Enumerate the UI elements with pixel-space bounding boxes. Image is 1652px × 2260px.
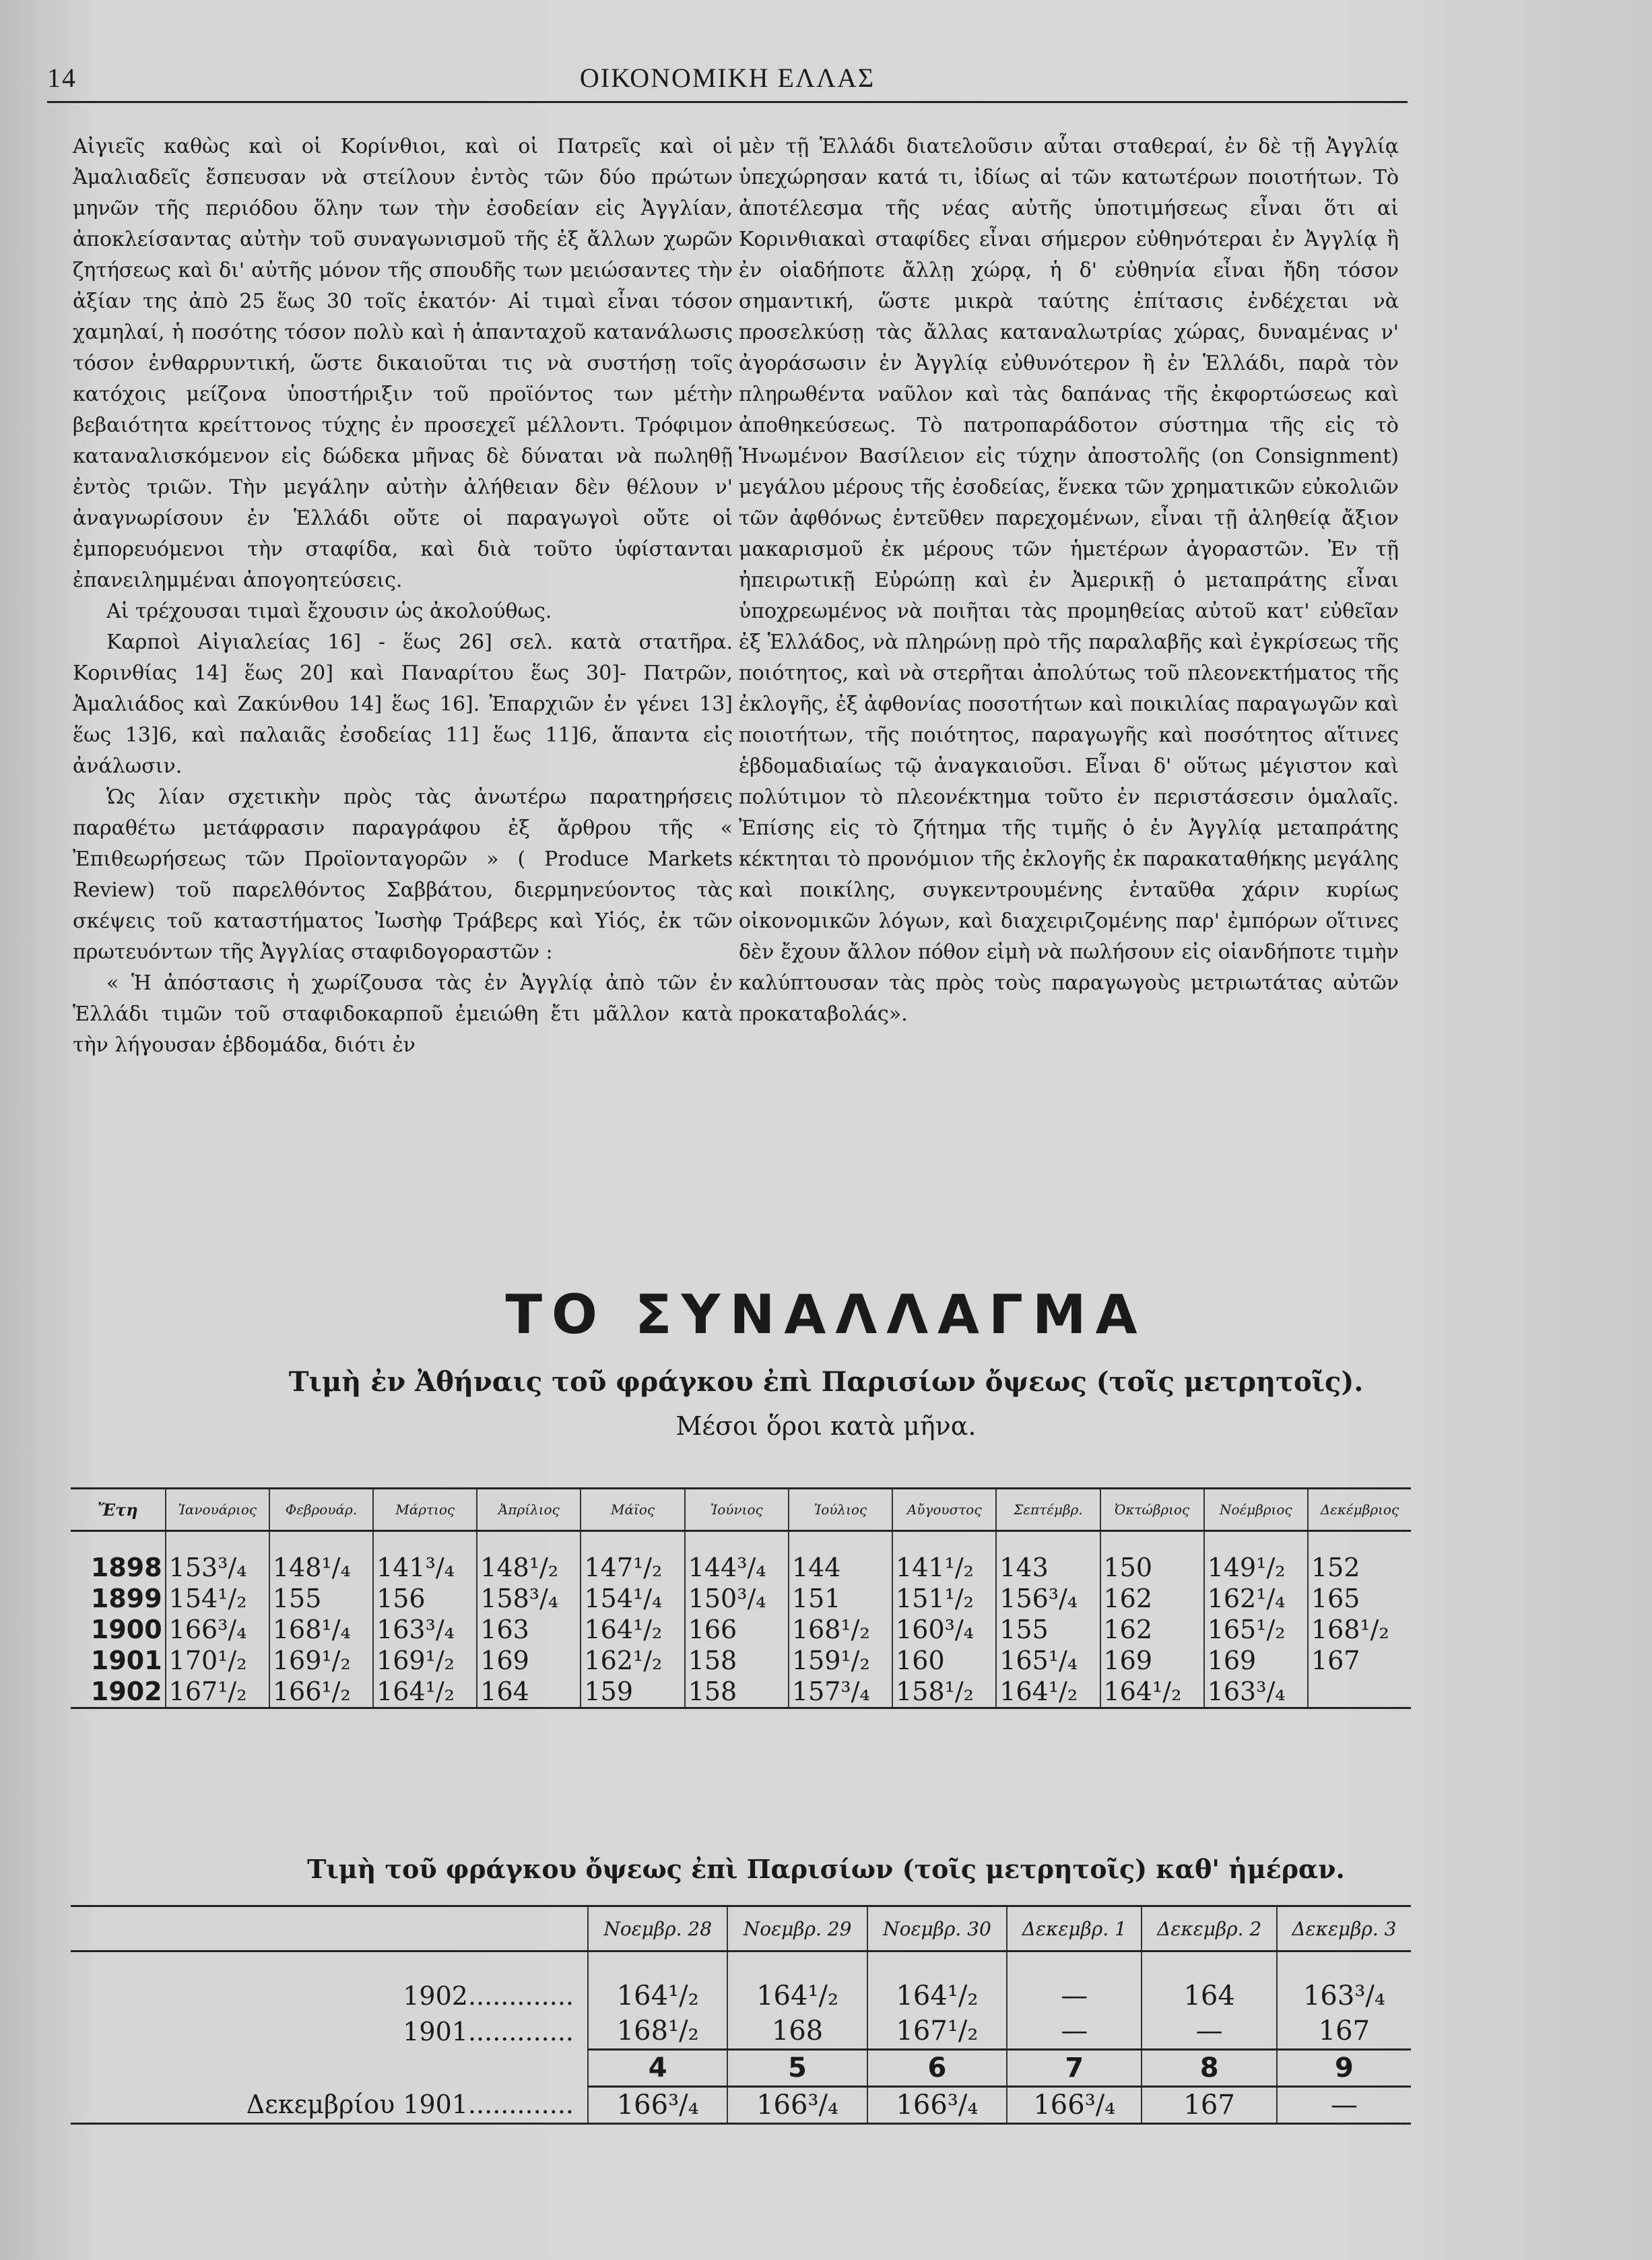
paragraph: μὲν τῇ Ἑλλάδι διατελοῦσιν αὗται σταθεραί, ἐν δὲ τῇ Ἀγγλίᾳ ὑπεχώρησαν κατά τι, ἰδίως αἱ τῶν κατωτέρων ποιοτήτων. Τὸ ἀποτέλεσμα τῆς νέας αὐτῆς ὑποτιμήσεως εἶναι ὅτι αἱ Κορινθιακαὶ σταφίδες εἶναι σήμερον εὐθηνότεραι ἐν Ἀγγλίᾳ ἢ ἐν οἱαδήποτε ἄλλῃ χώρᾳ, ἡ δ' εὐθηνία εἶναι ἤδη τόσον σημαντική, ὥστε μικρὰ ταύτης ἐπίτασις ἐνδέχεται νὰ προσελκύσῃ τὰς ἄλλας καταναλωτρίας χώρας, δυναμένας ν' ἀγοράσωσιν ἐν Ἀγγλίᾳ εὐθυνότερον ἢ ἐν Ἑλλάδι, παρὰ τὸν πληρωθέντα ναῦλον καὶ τὰς δαπάνας τῆς ἐκφορτώσεως καὶ ἀποθηκεύσεως. Τὸ πατροπαράδοτον σύστημα τῆς εἰς τὸ Ἡνωμένον Βασίλειον εἰς τύχην ἀποστολῆς (on Consignment) μεγάλου μέρους τῆς ἐσοδείας, ἕνεκα τῶν χρηματικῶν εὐκολιῶν τῶν ἀφθόνως ἐντεῦθεν παρεχομένων, εἶναι τῇ ἀληθείᾳ ἄξιον μακαρισμοῦ ἐκ μέρους τῶν ἡμετέρων ἀγοραστῶν. Ἐν τῇ ἠπειρωτικῇ Εὐρώπῃ καὶ ἐν Ἀμερικῇ ὁ μεταπράτης εἶναι ὑποχρεωμένος νὰ ποιῆται τὰς προμηθείας αὐτοῦ κατ' εὐθεῖαν ἐξ Ἑλλάδος, νὰ πληρώνῃ πρὸ τῆς παραλαβῆς καὶ ἐγκρίσεως τῆς ποιότητος, καὶ νὰ στερῆται ἀπολύτως τοῦ πλεονεκτήματος τῆς ἐκλογῆς, ἐξ ἀφθονίας ποσοτήτων καὶ ποικιλίας παραγωγῶν καὶ ποιοτήτων, τῆς ποιότητος, παραγωγῆς καὶ ποσότητος αἵτινες ἑβδομαδιαίως τῷ ἀναγκαιοῦσι. Εἶναι δ' οὕτως μέγιστον καὶ πολύτιμον τὸ πλεονέκτημα τοῦτο ἐν περιστάσεσιν ὁμαλαῖς. Ἐπίσης εἰς τὸ ζήτημα τῆς τιμῆς ὁ ἐν Ἀγγλίᾳ μεταπράτης κέκτηται τὸ προνόμιον τῆς ἐκλογῆς ἐκ παρακαταθήκης μεγάλης καὶ ποικίλης, συγκεντρουμένης ἐνταῦθα χάριν κυρίως οἰκονομικῶν λόγων, καὶ διαχειριζομένης παρ' ἐμπόρων οἵτινες δὲν ἔχουν ἄλλον πόθον εἰμὴ νὰ πωλήσουν εἰς οἱανδήποτε τιμὴν καλύπτουσαν τὰς πρὸς τοὺς παραγωγοὺς μετριωτάτας αὐτῶν προκαταβολάς». bbox=[739, 135, 1399, 1026]
table-cell: 151 bbox=[789, 1583, 892, 1614]
table-cell: 166¹/₂ bbox=[269, 1676, 373, 1708]
table-cell: — bbox=[1007, 2013, 1142, 2050]
col-header: Νοεμβρ. 30 bbox=[867, 1906, 1007, 1951]
table-cell: 164 bbox=[1142, 1951, 1276, 2014]
table-cell: 163³/₄ bbox=[1204, 1676, 1308, 1708]
table-cell: 141¹/₂ bbox=[892, 1552, 996, 1583]
table-cell: 155 bbox=[996, 1614, 1100, 1645]
journal-title: ΟΙΚΟΝΟΜΙΚΗ ΕΛΛΑΣ bbox=[579, 63, 875, 93]
col-header: Αὔγουστος bbox=[892, 1489, 996, 1531]
table-cell: 157³/₄ bbox=[789, 1676, 892, 1708]
table-row bbox=[71, 2013, 1411, 2050]
col-header: Ἰανουάριος bbox=[166, 1489, 269, 1531]
table-cell: 166³/₄ bbox=[588, 2087, 727, 2124]
table-cell: 141³/₄ bbox=[373, 1552, 477, 1583]
table-cell: 160 bbox=[892, 1645, 996, 1676]
table-cell: 158 bbox=[685, 1645, 789, 1676]
table-cell: 143 bbox=[996, 1552, 1100, 1583]
table-cell: 154¹/₂ bbox=[166, 1583, 269, 1614]
table-cell bbox=[1308, 1676, 1411, 1708]
table-cell: 167 bbox=[1277, 2013, 1411, 2050]
table-cell: 168¹/₄ bbox=[269, 1614, 373, 1645]
table-cell: 162 bbox=[1100, 1583, 1204, 1614]
paragraph: Αἰγιεῖς καθὼς καὶ οἱ Κορίνθιοι, καὶ οἱ Πατρεῖς καὶ οἱ Ἀμαλιαδεῖς ἔσπευσαν νὰ στείλουν ἐντὸς τῶν δύο πρώτων μηνῶν τῆς περιόδου ὅλην των τὴν ἐσοδείαν εἰς Ἀγγλίαν, ἀποκλείσαντας αὐτὴν τοῦ συναγωνισμοῦ τῆς ἐξ ἄλλων χωρῶν ζητήσεως καὶ δι' αὐτῆς μόνον τῆς σπουδῆς των μειώσαντες τὴν ἀξίαν της ἀπὸ 25 ἕως 30 τοῖς ἑκατόν· Αἱ τιμαὶ εἶναι τόσον χαμηλαί, ἡ ποσότης τόσον πολὺ καὶ ἡ ἁπανταχοῦ κατανάλωσις τόσον ἐνθαρρυντική, ὥστε δικαιοῦται τις νὰ συστήσῃ τοῖς κατόχοις μείζονα ὑποστήριξιν τοῦ προϊόντος των μέτὴν βεβαιότητα κρείττονος τύχης ἐν προσεχεῖ μέλλοντι. Τρόφιμον καταναλισκόμενον εἰς δώδεκα μῆνας δὲ δύναται νὰ πωληθῇ ἐντὸς τριῶν. Τὴν μεγάλην αὐτὴν ἀλήθειαν δὲν θέλουν ν' ἀναγνωρίσουν ἐν Ἑλλάδι οὔτε οἱ παραγωγοὶ οὔτε οἱ ἐμπορευόμενοι τὴν σταφίδα, καὶ διὰ τοῦτο ὑφίστανται ἐπανειλημμέναι ἀπογοητεύσεις. bbox=[73, 135, 733, 592]
table-header-row bbox=[71, 1906, 1411, 1951]
table-header-row bbox=[71, 1489, 1411, 1531]
table-cell: 165¹/₂ bbox=[1204, 1614, 1308, 1645]
monthly-rates-table bbox=[71, 1487, 1411, 1709]
col-header: Ἀπρίλιος bbox=[477, 1489, 581, 1531]
table-cell: 166³/₄ bbox=[166, 1614, 269, 1645]
paragraph: Ὡς λίαν σχετικὴν πρὸς τὰς ἀνωτέρω παρατηρήσεις παραθέτω μετάφρασιν παραγράφου ἐξ ἄρθρου τῆς « Ἐπιθεωρήσεως τῶν Προϊονταγορῶν » ( Produce Markets Review) τοῦ παρελθόντος Σαββάτου, διερμηνεύοντος τὰς σκέψεις τοῦ καταστήματος Ἰωσὴφ Τράβερς καὶ Υἱός, ἐκ τῶν πρωτευόντων τῆς Ἀγγλίας σταφιδογοραστῶν : bbox=[73, 785, 733, 964]
table-cell: 168¹/₂ bbox=[789, 1614, 892, 1645]
table-cell: 160³/₄ bbox=[892, 1614, 996, 1645]
table-cell: 166 bbox=[685, 1614, 789, 1645]
daily-rates-title: Τιμὴ τοῦ φράγκου ὄψεως ἐπὶ Παρισίων (τοῖς μετρητοῖς) καθ' ἡμέραν. bbox=[307, 1854, 1345, 1884]
day-number: 8 bbox=[1142, 2050, 1276, 2087]
table-cell: 148¹/₂ bbox=[477, 1552, 581, 1583]
table-row bbox=[71, 1645, 1411, 1676]
col-header: Φεβρουάρ. bbox=[269, 1489, 373, 1531]
table-cell: 152 bbox=[1308, 1552, 1411, 1583]
table-row bbox=[71, 1614, 1411, 1645]
col-header: Ἰούνιος bbox=[685, 1489, 789, 1531]
table-cell: 168 bbox=[727, 2013, 867, 2050]
table-cell: 169¹/₂ bbox=[373, 1645, 477, 1676]
table-cell: 164¹/₂ bbox=[996, 1676, 1100, 1708]
table-cell: 159¹/₂ bbox=[789, 1645, 892, 1676]
table-cell: 156 bbox=[373, 1583, 477, 1614]
section-subtitle: Τιμὴ ἐν Ἀθήναις τοῦ φράγκου ἐπὶ Παρισίων ὄψεως (τοῖς μετρητοῖς). bbox=[288, 1366, 1364, 1398]
day-number: 4 bbox=[588, 2050, 727, 2087]
table-cell: 150 bbox=[1100, 1552, 1204, 1583]
table-cell: 170¹/₂ bbox=[166, 1645, 269, 1676]
table-cell: 144 bbox=[789, 1552, 892, 1583]
table-cell: 164 bbox=[477, 1676, 581, 1708]
page-header bbox=[47, 55, 1408, 96]
year-cell: 1900 bbox=[90, 1615, 162, 1644]
table-cell: — bbox=[1007, 1951, 1142, 2014]
year-cell: 1898 bbox=[90, 1553, 162, 1582]
year-cell: 1902 bbox=[71, 1676, 166, 1708]
table-cell: — bbox=[1142, 2013, 1276, 2050]
table-cell: 162¹/₂ bbox=[581, 1645, 684, 1676]
col-header: Ὀκτώβριος bbox=[1100, 1489, 1204, 1531]
row-label: Δεκεμβρίου 1901............. bbox=[71, 2087, 588, 2124]
col-header: Μάρτιος bbox=[373, 1489, 477, 1531]
table-cell: 149¹/₂ bbox=[1204, 1552, 1308, 1583]
day-number: 7 bbox=[1007, 2050, 1142, 2087]
col-header: Σεπτέμβρ. bbox=[996, 1489, 1100, 1531]
header-rule bbox=[47, 101, 1408, 103]
table-cell: 158¹/₂ bbox=[892, 1676, 996, 1708]
col-header: Δεκέμβριος bbox=[1308, 1489, 1411, 1531]
table-cell: 164¹/₂ bbox=[867, 1951, 1007, 2014]
row-label bbox=[71, 2050, 588, 2087]
year-cell: 1899 bbox=[90, 1584, 162, 1613]
table-cell: 167 bbox=[1308, 1645, 1411, 1676]
table-cell: 167¹/₂ bbox=[166, 1676, 269, 1708]
day-number: 5 bbox=[727, 2050, 867, 2087]
table-cell: 162 bbox=[1100, 1614, 1204, 1645]
table-cell: 148¹/₄ bbox=[269, 1552, 373, 1583]
col-header: Νοέμβριος bbox=[1204, 1489, 1308, 1531]
table-cell: 150³/₄ bbox=[685, 1583, 789, 1614]
table-cell: 167¹/₂ bbox=[867, 2013, 1007, 2050]
table-cell: 166³/₄ bbox=[727, 2087, 867, 2124]
table-row bbox=[71, 1676, 1411, 1708]
table-cell: 162¹/₄ bbox=[1204, 1583, 1308, 1614]
table-cell: 165 bbox=[1308, 1583, 1411, 1614]
section-subtitle-2: Μέσοι ὅροι κατὰ μῆνα. bbox=[675, 1411, 977, 1441]
table-cell: 147¹/₂ bbox=[581, 1552, 684, 1583]
table-cell: 164¹/₂ bbox=[1100, 1676, 1204, 1708]
table-cell: 163³/₄ bbox=[1277, 1951, 1411, 2014]
table-row bbox=[71, 1552, 1411, 1583]
table-cell: 169 bbox=[477, 1645, 581, 1676]
table-cell: 155 bbox=[269, 1583, 373, 1614]
paragraph: Αἱ τρέχουσαι τιμαὶ ἔχουσιν ὡς ἀκολούθως. bbox=[106, 600, 552, 623]
table-cell: 158 bbox=[685, 1676, 789, 1708]
table-cell: 167 bbox=[1142, 2087, 1276, 2124]
page-number: 14 bbox=[47, 63, 77, 93]
col-header: Ἰούλιος bbox=[789, 1489, 892, 1531]
col-header: Ἔτη bbox=[71, 1489, 166, 1531]
daily-rates-table bbox=[71, 1905, 1411, 2125]
row-label: 1901............. bbox=[403, 2016, 574, 2046]
col-header bbox=[71, 1906, 588, 1951]
col-header: Νοεμβρ. 28 bbox=[588, 1906, 727, 1951]
table-cell: 158³/₄ bbox=[477, 1583, 581, 1614]
col-header: Δεκεμβρ. 3 bbox=[1277, 1906, 1411, 1951]
table-cell: — bbox=[1277, 2087, 1411, 2124]
section-title: ΤΟ ΣΥΝΑΛΛΑΓΜΑ bbox=[505, 1283, 1147, 1346]
table-cell: 163 bbox=[477, 1614, 581, 1645]
table-row bbox=[71, 1583, 1411, 1614]
table-row bbox=[71, 1951, 1411, 2014]
table-cell: 169 bbox=[1204, 1645, 1308, 1676]
table-cell: 168¹/₂ bbox=[1308, 1614, 1411, 1645]
day-number-row bbox=[71, 2050, 1411, 2087]
paragraph: « Ἡ ἀπόστασις ἡ χωρίζουσα τὰς ἐν Ἀγγλίᾳ ἀπὸ τῶν ἐν Ἑλλάδι τιμῶν τοῦ σταφιδοκαρποῦ ἐμειώθη ἔτι μᾶλλον κατὰ τὴν λήγουσαν ἑβδομάδα, διότι ἐν bbox=[73, 971, 733, 1057]
table-cell: 164¹/₂ bbox=[581, 1614, 684, 1645]
table-cell: 163³/₄ bbox=[373, 1614, 477, 1645]
table-row bbox=[71, 2087, 1411, 2124]
table-cell: 168¹/₂ bbox=[588, 2013, 727, 2050]
table-cell: 165¹/₄ bbox=[996, 1645, 1100, 1676]
table-cell: 166³/₄ bbox=[1007, 2087, 1142, 2124]
col-header: Μάϊος bbox=[581, 1489, 684, 1531]
table-cell: 169 bbox=[1100, 1645, 1204, 1676]
left-column bbox=[73, 131, 733, 1061]
table-cell: 154¹/₄ bbox=[581, 1583, 684, 1614]
col-header: Νοεμβρ. 29 bbox=[727, 1906, 867, 1951]
table-cell: 164¹/₂ bbox=[588, 1951, 727, 2014]
right-column bbox=[739, 131, 1399, 1030]
table-cell: 156³/₄ bbox=[996, 1583, 1100, 1614]
table-cell: 153³/₄ bbox=[166, 1552, 269, 1583]
table-cell: 164¹/₂ bbox=[373, 1676, 477, 1708]
paragraph: Καρποὶ Αἰγιαλείας 16] - ἕως 26] σελ. κατὰ στατῆρα. Κορινθίας 14] ἕως 20] καὶ Παναρίτου ἕως 30]- Πατρῶν, Ἀμαλιάδος καὶ Ζακύνθου 14] ἕως 16]. Ἐπαρχιῶν ἐν γένει 13] ἕως 13]6, καὶ παλαιᾶς ἐσοδείας 11] ἕως 11]6, ἅπαντα εἰς ἀνάλωσιν. bbox=[73, 631, 733, 778]
row-label: 1902............. bbox=[403, 1981, 574, 2011]
day-number: 9 bbox=[1277, 2050, 1411, 2087]
table-cell: 159 bbox=[581, 1676, 684, 1708]
table-cell: 169¹/₂ bbox=[269, 1645, 373, 1676]
col-header: Δεκεμβρ. 1 bbox=[1007, 1906, 1142, 1951]
spacer-row bbox=[71, 1531, 1411, 1553]
col-header: Δεκεμβρ. 2 bbox=[1142, 1906, 1276, 1951]
year-cell: 1901 bbox=[90, 1646, 162, 1675]
day-number: 6 bbox=[867, 2050, 1007, 2087]
table-cell: 166³/₄ bbox=[867, 2087, 1007, 2124]
table-cell: 151¹/₂ bbox=[892, 1583, 996, 1614]
table-cell: 164¹/₂ bbox=[727, 1951, 867, 2014]
table-cell: 144³/₄ bbox=[685, 1552, 789, 1583]
